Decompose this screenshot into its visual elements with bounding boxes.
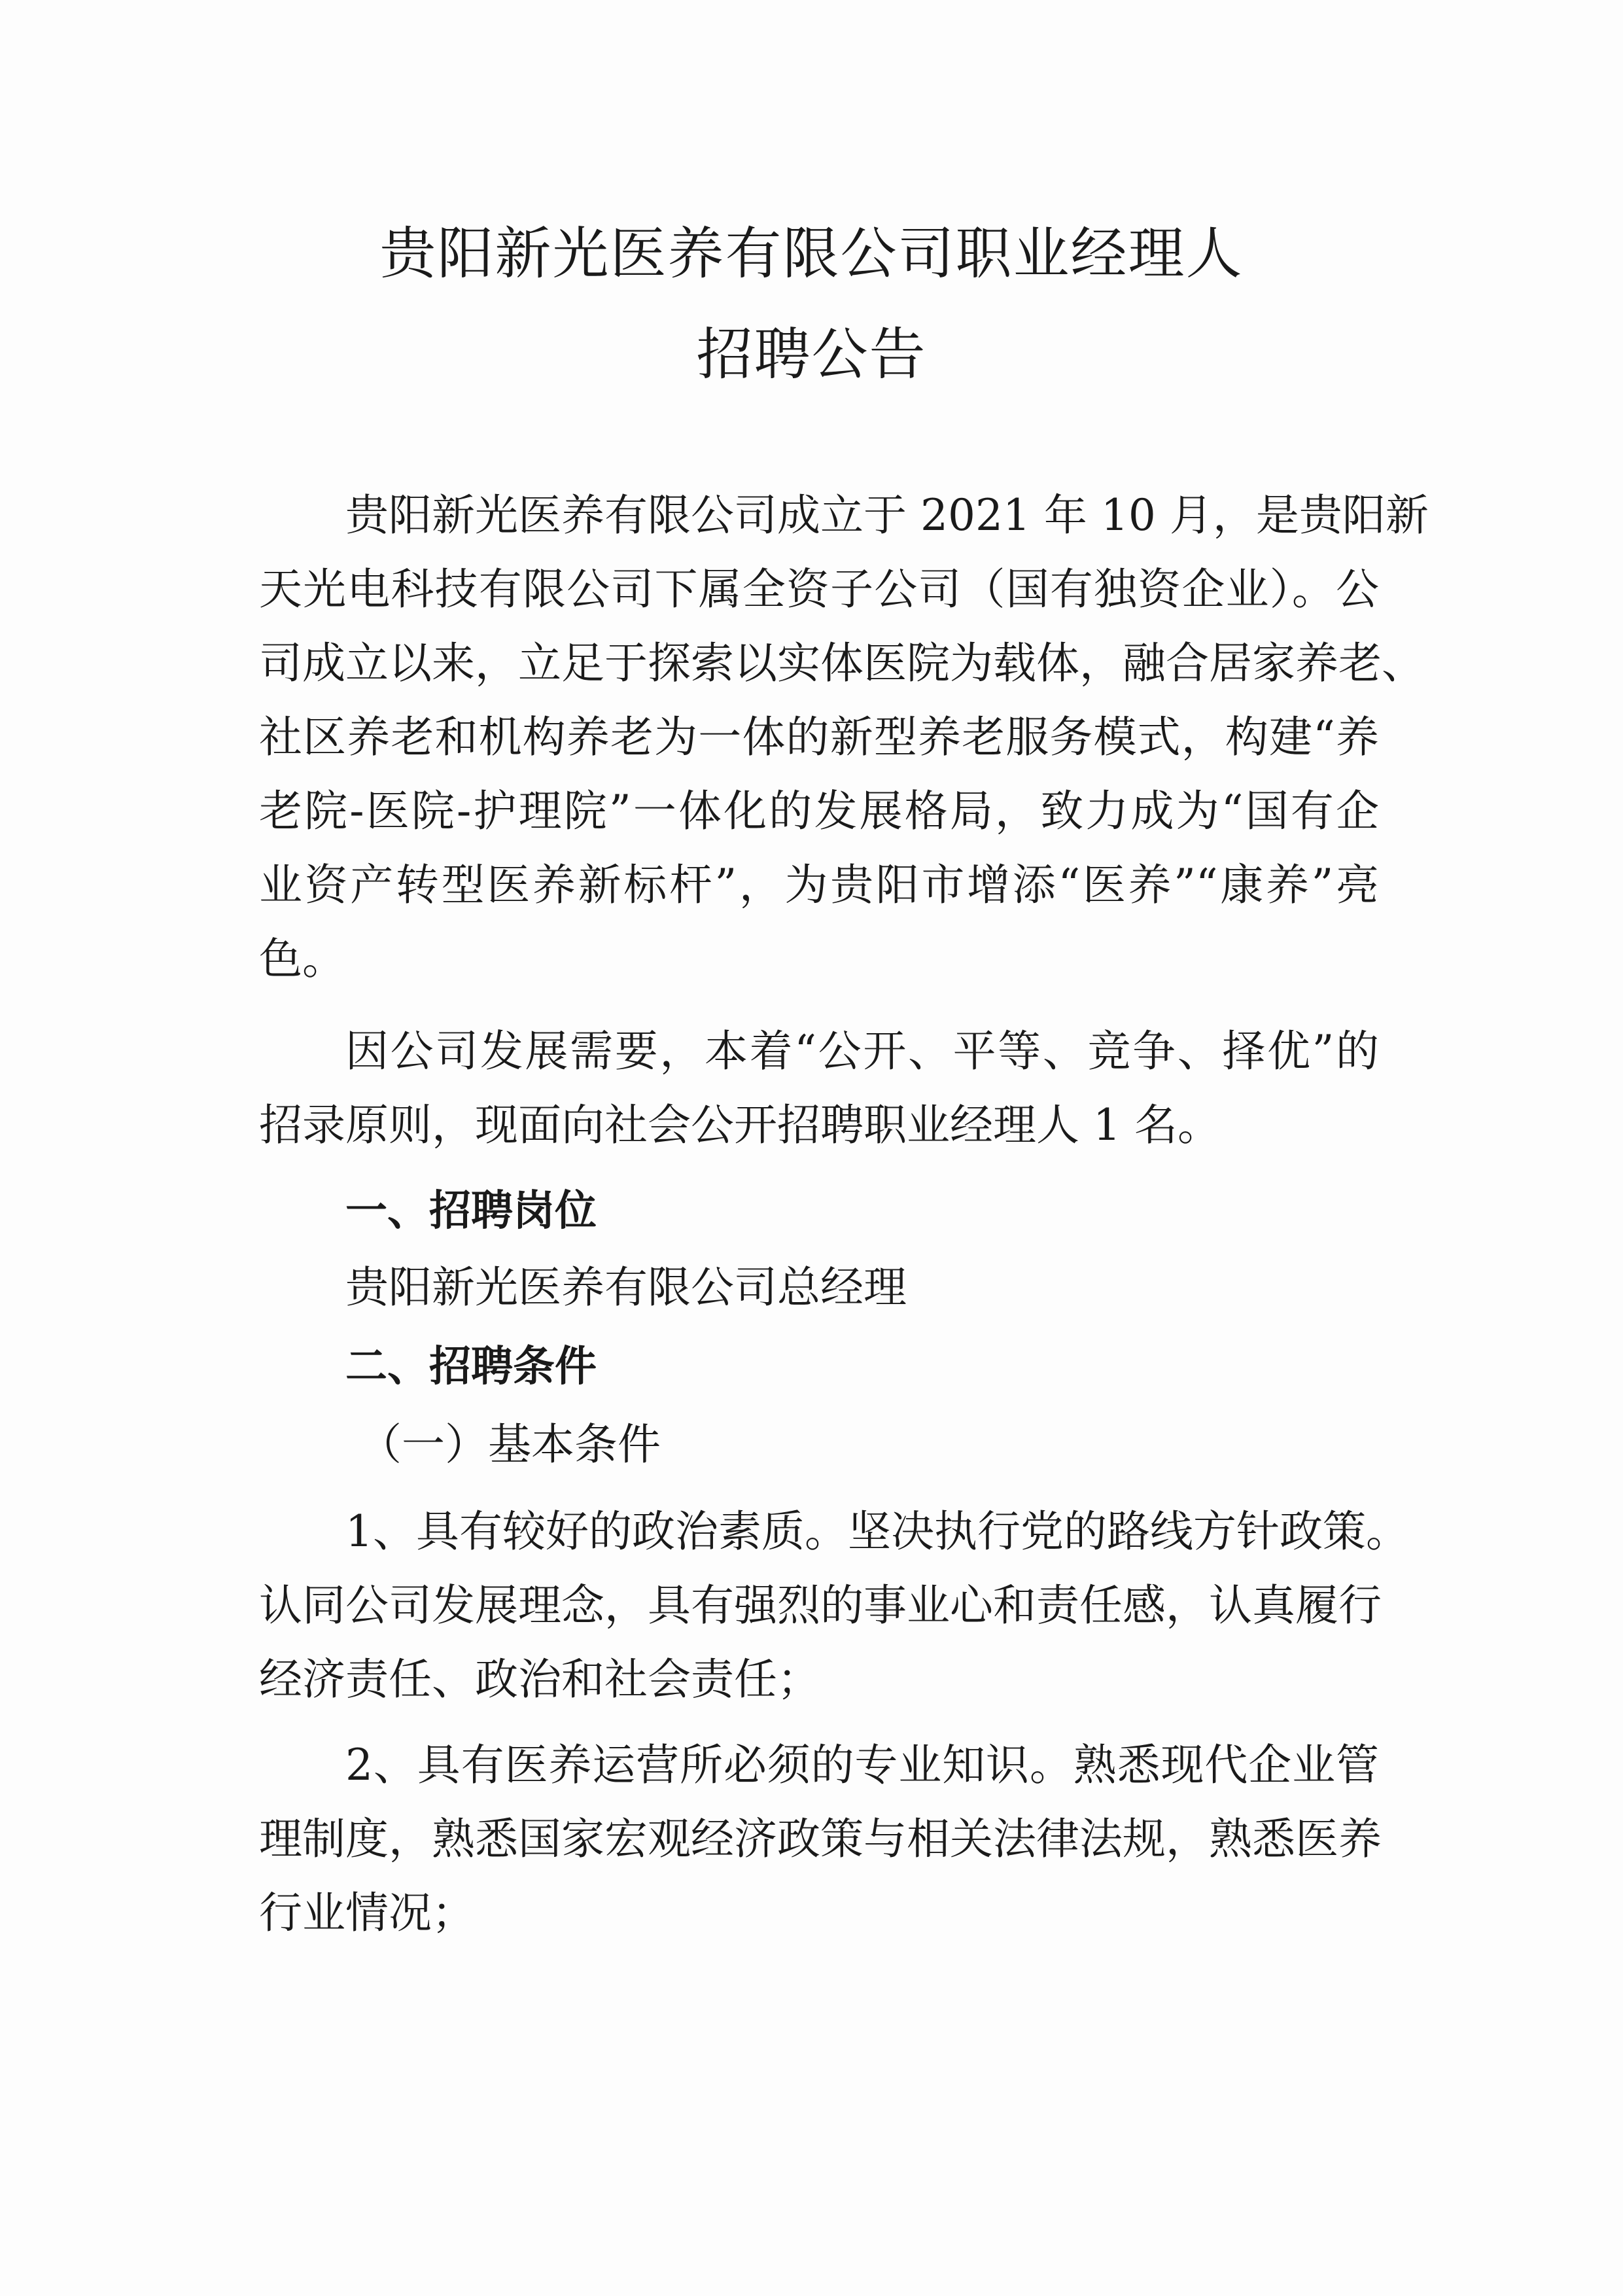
paragraph-line: 色。 bbox=[259, 934, 345, 984]
paragraph-line: 贵阳新光医养有限公司成立于 2021 年 10 月，是贵阳新 bbox=[345, 490, 1429, 540]
document-title-line1: 贵阳新光医养有限公司职业经理人 bbox=[379, 221, 1244, 287]
paragraph-line: 社区养老和机构养老为一体的新型养老服务模式，构建“养 bbox=[259, 712, 1379, 762]
subsection-heading: （一）基本条件 bbox=[358, 1419, 661, 1470]
section-heading: 一、招聘岗位 bbox=[345, 1187, 597, 1235]
section-heading: 二、招聘条件 bbox=[345, 1343, 597, 1391]
list-item-line: 经济责任、政治和社会责任； bbox=[259, 1654, 820, 1704]
list-item-line: 行业情况； bbox=[259, 1888, 475, 1938]
list-item-line: 理制度，熟悉国家宏观经济政策与相关法律法规，熟悉医养 bbox=[259, 1814, 1382, 1864]
paragraph-line: 老院-医院-护理院”一体化的发展格局，致力成为“国有企 bbox=[259, 786, 1379, 836]
list-item-line: 1、具有较好的政治素质。坚决执行党的路线方针政策。 bbox=[345, 1506, 1409, 1557]
paragraph-line: 因公司发展需要，本着“公开、平等、竞争、择优”的 bbox=[345, 1026, 1379, 1076]
list-item-line: 2、具有医养运营所必须的专业知识。熟悉现代企业管 bbox=[345, 1740, 1379, 1790]
paragraph-line: 天光电科技有限公司下属全资子公司（国有独资企业）。公 bbox=[259, 564, 1379, 614]
paragraph-line: 业资产转型医养新标杆”，为贵阳市增添“医养”“康养”亮 bbox=[259, 860, 1379, 910]
section-text: 贵阳新光医养有限公司总经理 bbox=[345, 1262, 907, 1313]
paragraph-line: 招录原则，现面向社会公开招聘职业经理人 1 名。 bbox=[259, 1100, 1221, 1150]
paragraph-line: 司成立以来，立足于探索以实体医院为载体，融合居家养老、 bbox=[259, 638, 1425, 688]
document-title-line2: 招聘公告 bbox=[696, 322, 927, 387]
list-item-line: 认同公司发展理念，具有强烈的事业心和责任感，认真履行 bbox=[259, 1580, 1382, 1631]
